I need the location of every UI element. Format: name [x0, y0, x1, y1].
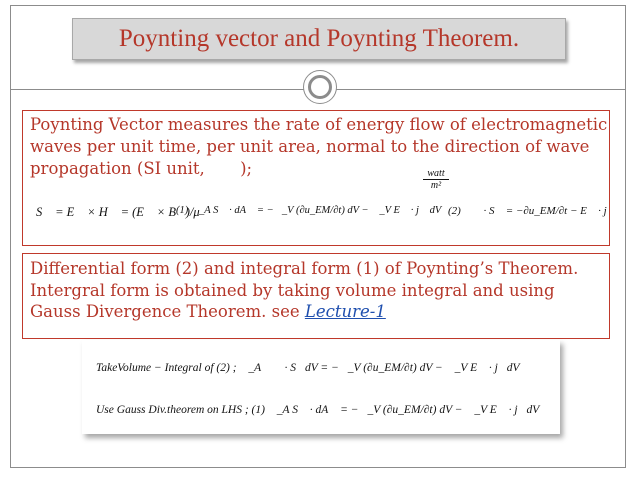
integral-form-equation: (1) ∮_A S⃗ · dA⃗ = −∮_V (∂u_EM/∂t) dV − ∮_V E⃗ · j⃗ dV — [176, 205, 442, 216]
theorem-explanation-text — [30, 258, 610, 323]
poynting-definition-text — [30, 114, 610, 180]
definition-end: ); — [240, 159, 253, 178]
si-unit-fraction — [423, 168, 449, 191]
unit-denominator: m² — [430, 180, 442, 191]
unit-numerator: watt — [423, 168, 449, 180]
derivation-line-2: Use Gauss Div.theorem on LHS ; (1) ∮_A S⃗ · dA⃗ = −∮_V (∂u_EM/∂t) dV − ∮_V E⃗ · j⃗dV — [96, 404, 540, 416]
slide-title: Poynting vector and Poynting Theorem. — [72, 18, 566, 60]
differential-form-equation: (2) ∇⃗ · S⃗ = −∂u_EM/∂t − E⃗ · j⃗ — [448, 205, 616, 217]
circle-ornament-icon — [303, 70, 337, 104]
derivation-box — [82, 340, 560, 434]
poynting-vector-equation: S⃗ = E⃗ × H⃗ = (E⃗ × B⃗)/μ — [36, 205, 200, 219]
explanation-sentence: Differential form (2) and integral form (1) of Poynting’s Theorem. Intergral form is obtained by taking volume integral and using Gauss Divergence Theorem. see — [30, 259, 579, 321]
definition-sentence: Poynting Vector measures the rate of energy flow of electromagnetic waves per unit time, per unit area, normal to the direction of wave propagation (SI unit, — [30, 115, 608, 178]
derivation-line-1: TakeVolume − Integral of (2) ; ∮_A ∇⃗ · S⃗dV = −∮_V (∂u_EM/∂t) dV − ∮_V E⃗ · j⃗dV — [96, 362, 520, 374]
lecture-1-link[interactable]: Lecture-1 — [304, 302, 386, 321]
